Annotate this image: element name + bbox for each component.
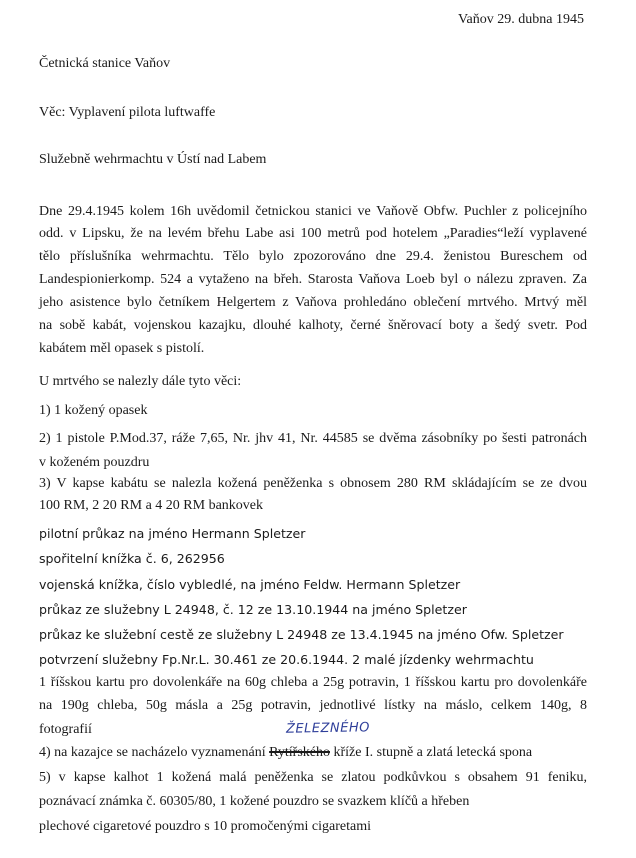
addressee-line: Služebně wehrmachtu v Ústí nad Labem [39, 152, 267, 167]
list-item-4 [39, 745, 532, 761]
sub-item: 1 říšskou kartu pro dovolenkáře na 60g chleba a 25g potravin, 1 říšskou kartu pro dovolenkáře [39, 675, 587, 690]
list-item-3-cont: 100 RM, 2 20 RM a 4 20 RM bankovek [39, 498, 263, 513]
handwritten-correction: ŽELEZNÉHO [285, 720, 371, 737]
list-item-2: 2) 1 pistole P.Mod.37, ráže 7,65, Nr. jhv 41, Nr. 44585 se dvěma zásobníky po šesti patronách [39, 431, 587, 446]
sub-item: na 190g chleba, 50g másla a 25g potravin, jednotlivé lístky na máslo, celkem 140g, 8 [39, 698, 587, 713]
sub-item: spořitelní knížka č. 6, 262956 [39, 551, 225, 566]
sub-item: fotografií [39, 722, 92, 737]
document-date: Vaňov 29. dubna 1945 [458, 12, 584, 27]
body-line: jeho asistence bylo četníkem Helgertem z Vaňova prohledáno oblečení mrtvého. Mrtvý měl [39, 295, 587, 310]
list-item-4-before: 4) na kazajce se nacházelo vyznamenání [39, 745, 270, 760]
sub-item: pilotní průkaz na jméno Hermann Spletzer [39, 526, 306, 541]
list-item-3: 3) V kapse kabátu se nalezla kožená peněženka s obnosem 280 RM skládajícím se ze dvou [39, 476, 587, 491]
body-line: tělo příslušníka wehrmachtu. Tělo bylo zpozorováno dne 29.4. ženistou Bureschem od [39, 249, 587, 264]
body-line: Dne 29.4.1945 kolem 16h uvědomil četnickou stanici ve Vaňově Obfw. Puchler z policejního [39, 204, 587, 219]
sub-item: vojenská knížka, číslo vybledlé, na jméno Feldw. Hermann Spletzer [39, 577, 461, 592]
body-line: odd. v Lipsku, že na levém břehu Labe asi 100 metrů pod hotelem „Paradies“leží vyplavené [39, 226, 587, 241]
list-item-5-cont: poznávací známka č. 60305/80, 1 kožené pouzdro se svazkem klíčů a hřeben [39, 794, 470, 809]
body-line: na sobě kabát, vojenskou kazajku, dlouhé kalhoty, černé šněrovací boty a šedý svetr. Pod [39, 318, 587, 333]
body-line: U mrtvého se nalezly dále tyto věci: [39, 374, 242, 389]
list-item-5-cont: plechové cigaretové pouzdro s 10 promočenými cigaretami [39, 819, 371, 834]
body-line: Landespionierkomp. 524 a vytaženo na břeh. Starosta Vaňova Loeb byl o nálezu zpraven. Za [39, 272, 587, 287]
sub-item: průkaz ke služební cestě ze služebny L 24948 ze 13.4.1945 na jméno Ofw. Spletzer [39, 627, 564, 642]
struck-word: Rytířského [269, 745, 330, 760]
sub-item: průkaz ze služebny L 24948, č. 12 ze 13.10.1944 na jméno Spletzer [39, 602, 467, 617]
sub-item: potvrzení služebny Fp.Nr.L. 30.461 ze 20.6.1944. 2 malé jízdenky wehrmachtu [39, 652, 534, 667]
list-item-1: 1) 1 kožený opasek [39, 403, 148, 418]
list-item-4-after: kříže I. stupně a zlatá letecká spona [329, 745, 533, 760]
station-name: Četnická stanice Vaňov [39, 56, 171, 71]
body-line: kabátem měl opasek s pistolí. [39, 341, 205, 356]
list-item-5: 5) v kapse kalhot 1 kožená malá peněženka se zlatou podkůvkou s obsahem 91 feniku, [39, 770, 587, 785]
subject-line: Věc: Vyplavení pilota luftwaffe [39, 105, 216, 120]
list-item-2-cont: v koženém pouzdru [39, 455, 150, 470]
